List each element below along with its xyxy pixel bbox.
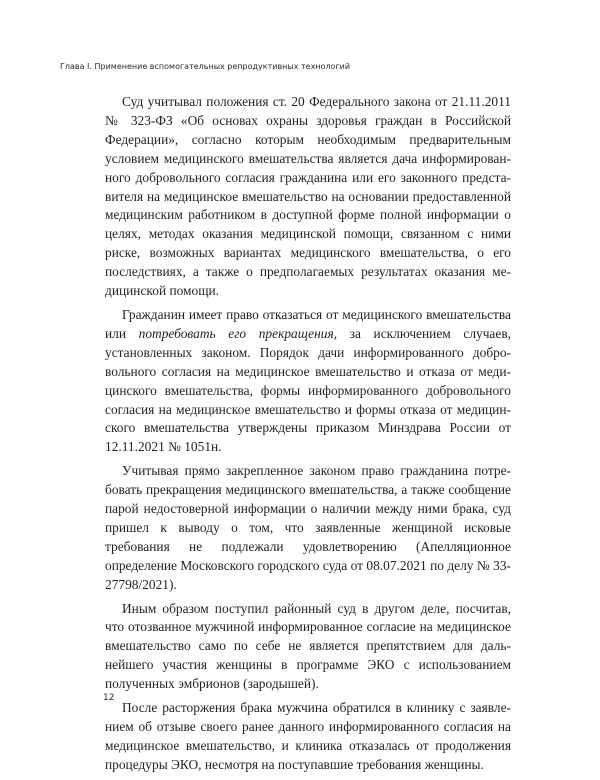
paragraph-4: Иным образом поступил районный суд в другом деле, посчитав, что отозванное мужчиной информированное согласие на медицинское вмешательство само по себе не является препятствием для дальнейшего участия женщины в программе ЭКО с использованием полученных эмбрионов (зародышей). <box>105 600 511 692</box>
paragraph-3: Учитывая прямо закрепленное законом право гражданина потребовать прекращения медицинского вмешательства, а также сообщение парой недостоверной информации о наличии между ними брака, суд пришел к выводу о том, что заявленные женщиной исковые требования не подлежали удовлетворению (Апелляционное определение Московского городского суда от 08.07.2021 по делу № 33-27798/2021). <box>105 463 511 592</box>
body-text <box>105 93 511 780</box>
paragraph-2-end: , за исключением случаев, установленных законом. Порядок дачи информированного добровольного согласия на медицинское вмешательство и отказа от медицинского вмешательства, формы информированного добровольного согласия на медицинское вмешательство и формы отказа от медицинского вмешательства утверждены приказом Минздрава России от 12.11.2021 № 1051н. <box>105 325 511 455</box>
running-head: Глава I. Применение вспомогательных репродуктивных технологий <box>60 62 351 71</box>
paragraph-2-start: Гражданин имеет право отказаться от медицинского вмешательства или <box>105 306 511 341</box>
paragraph-5: После расторжения брака мужчина обратился в клинику с заявлением об отзыве своего ранее данного информированного согласия на медицинское вмешательство, и клиника отказалась от продолжения процедуры ЭКО, несмотря на поступавшие требования женщины. <box>105 700 511 772</box>
paragraph-2 <box>105 306 511 457</box>
paragraph-1: Суд учитывал положения ст. 20 Федерального закона от 21.11.2011 № 323-ФЗ «Об основах охраны здоровья граждан в Российской Федерации», согласно которым необходимым предварительным условием медицинского вмешательства является дача информированного добровольного согласия гражданина или его законного представителя на медицинское вмешательство на основании предоставленной медицинским работником в доступной форме полной информации о целях, методах оказания медицинской помощи, связанном с ними риске, возможных вариантах медицинского вмешательства, о его последствиях, а также о предполагаемых результатах оказания медицинской помощи. <box>105 94 511 299</box>
paragraph-2-emphasis: потребовать его прекращения <box>138 325 334 341</box>
page-number: 12 <box>103 693 115 703</box>
